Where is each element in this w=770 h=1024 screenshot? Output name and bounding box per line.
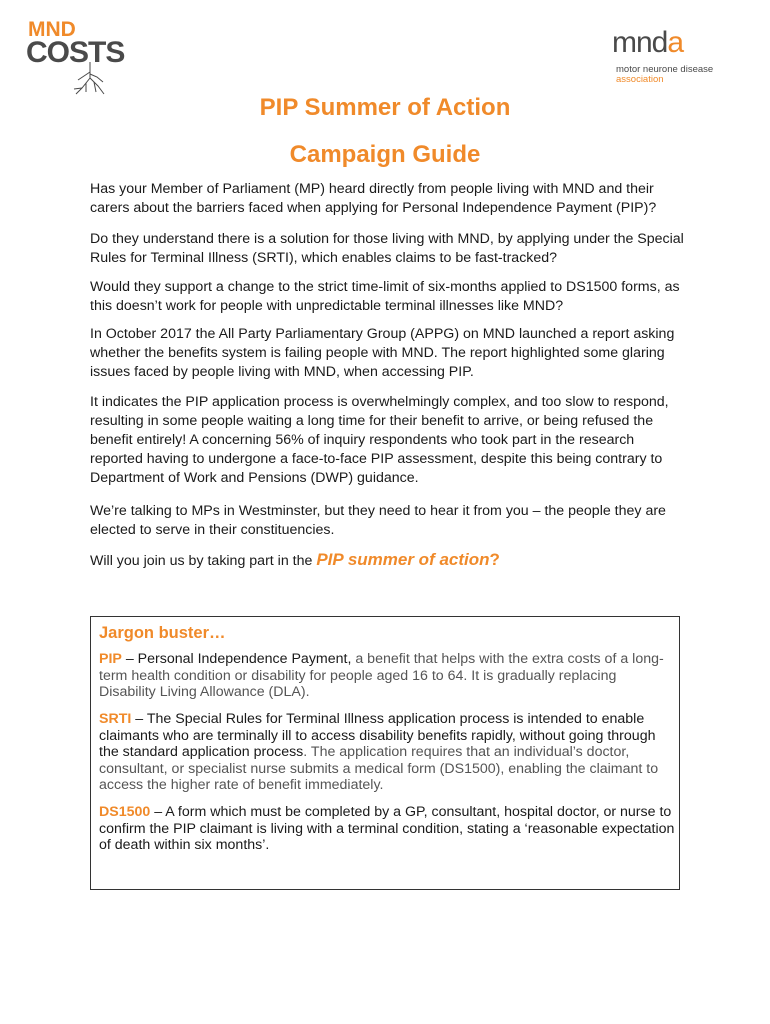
paragraph-appg-report: In October 2017 the All Party Parliamentary Group (APPG) on MND launched a report asking whether the benefits system is failing people with MND. The report highlighted some glaring issues faced by people living with MND, when accessing PIP. [90, 326, 675, 380]
page-subtitle: Campaign Guide [289, 141, 481, 168]
intro-paragraph-mp: Has your Member of Parliament (MP) heard directly from people living with MND and their carers about the barriers faced when applying for Personal Independence Payment (PIP)? [90, 181, 657, 216]
paragraph-pip-process: It indicates the PIP application process is overwhelmingly complex, and too slow to respond, resulting in some people waiting a long time for their benefit to arrive, or being refused the benefit entirely! A concerning 56% of inquiry respondents who took part in the research reported having to undergone a face-to-face PIP assessment, despite this being contrary to Department of Work and Pensions (DWP) guidance. [90, 394, 669, 486]
summer-of-action-highlight: PIP summer of action [316, 550, 490, 569]
jargon-entry-pip: PIP – Personal Independence Payment, a benefit that helps with the extra costs of a long-term health condition or disability for people aged 16 to 64. It is gradually replacing Disability Living Allowance (DLA). [99, 651, 664, 701]
call-to-action: Will you join us by taking part in the PIP summer of action? [90, 550, 500, 569]
intro-paragraph-srti: Do they understand there is a solution for those living with MND, by applying under the Special Rules for Terminal Illness (SRTI), which enables claims to be fast-tracked? [90, 231, 684, 266]
logo-costs-text: COSTS [26, 36, 125, 69]
mnda-wordmark: mnda [612, 26, 684, 59]
intro-paragraph-ds1500: Would they support a change to the strict time-limit of six-months applied to DS1500 forms, as this doesn’t work for people with unpredictable terminal illnesses like MND? [90, 279, 680, 314]
mnd-costs-logo [26, 18, 136, 90]
mnda-tagline: motor neurone disease [616, 64, 714, 75]
jargon-entry-ds1500: DS1500 – A form which must be completed by a GP, consultant, hospital doctor, or nurse to confirm the PIP claimant is living with a terminal condition, stating a ‘reasonable expectation of death within six months’. [99, 804, 675, 854]
paragraph-westminster: We’re talking to MPs in Westminster, but they need to hear it from you – the people they are elected to serve in their constituencies. [90, 503, 666, 538]
mnda-tagline-association: association [616, 74, 664, 85]
logo-mnd-text: MND [28, 18, 76, 41]
jargon-entry-srti: SRTI – The Special Rules for Terminal Illness application process is intended to enable claimants who are terminally ill to access disability benefits rapidly, without going through the standard application process. The application requires that an individual’s doctor, consultant, or specialist nurse submits a medical form (DS1500), enabling the claimant to access the higher rate of benefit immediately. [99, 711, 659, 794]
page-title: PIP Summer of Action [259, 94, 511, 121]
jargon-buster-heading: Jargon buster… [99, 624, 226, 642]
jargon-buster-box [90, 616, 680, 890]
mnda-logo [612, 28, 732, 88]
logo-roots-icon [70, 62, 110, 96]
